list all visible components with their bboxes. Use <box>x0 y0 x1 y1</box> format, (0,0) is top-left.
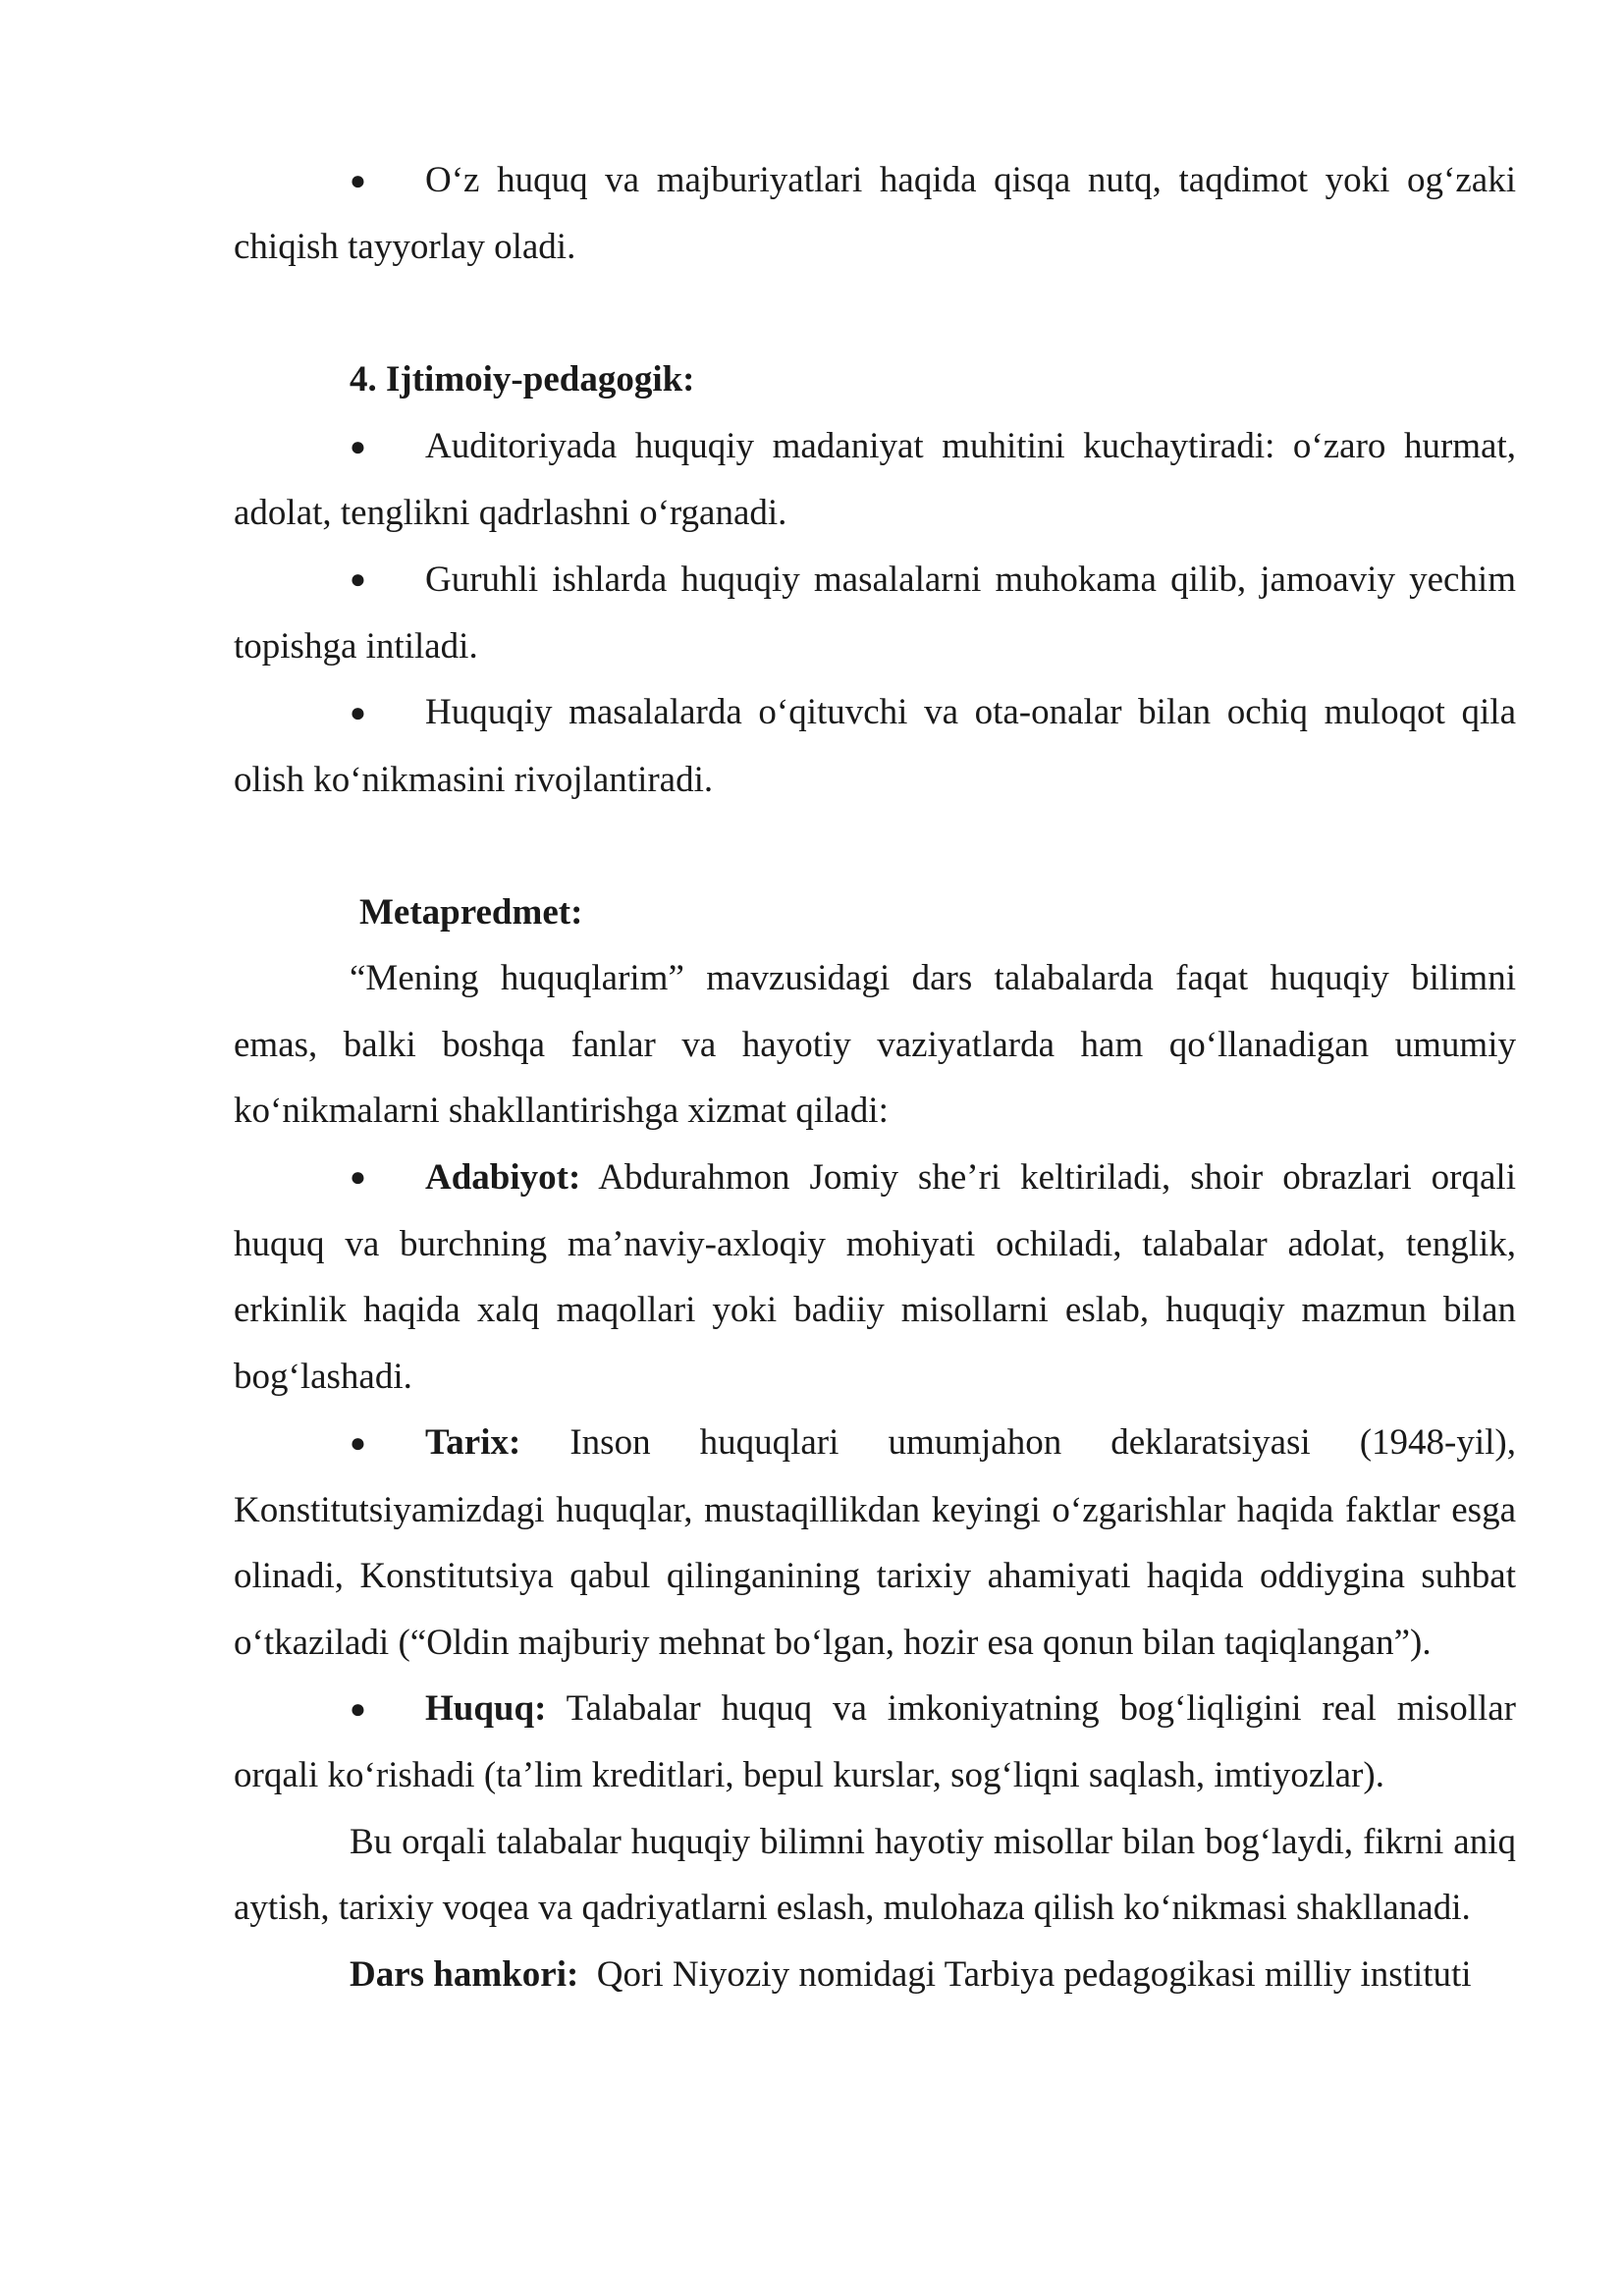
list-item <box>234 679 1516 813</box>
partner-label: Dars hamkori: <box>350 1953 579 1995</box>
intro-paragraph: “Mening huquqlarim” mavzusidagi dars talabalarda faqat huquqiy bilimni emas, balki boshqa fanlar va hayotiy vaziyatlarda ham qo‘llanadigan umumiy ko‘nikmalarni shakllantirishga xizmat qiladi: <box>234 958 1516 1132</box>
section-heading: 4. Ijtimoiy-pedagogik: <box>350 359 695 400</box>
bullet-icon: ● <box>350 698 366 729</box>
paragraph-spacer <box>234 813 1516 880</box>
bullet-icon: ● <box>350 1428 366 1460</box>
bullet-icon: ● <box>350 1162 366 1194</box>
paragraph-spacer <box>234 281 1516 347</box>
conclusion-paragraph: Bu orqali talabalar huquqiy bilimni hayotiy misollar bilan bog‘laydi, fikrni aniq aytish, tarixiy voqea va qadriyatlarni eslash, mulohaza qilish ko‘nikmasi shakllanadi. <box>234 1821 1516 1929</box>
list-item-label: Huquq: <box>425 1688 547 1730</box>
list-item-label: Adabiyot: <box>425 1156 581 1198</box>
list-item <box>234 1145 1516 1411</box>
partner-line <box>234 1942 1516 2008</box>
bullet-icon: ● <box>350 1693 366 1725</box>
list-item-text: Talabalar huquq va imkoniyatning bog‘liqligini real misollar orqali ko‘rishadi (ta’lim kreditlari, bepul kurslar, sog‘liqni saqlash, imtiyozlar). <box>234 1688 1516 1796</box>
list-item-text: O‘z huquq va majburiyatlari haqida qisqa nutq, taqdimot yoki og‘zaki chiqish tayyorlay oladi. <box>234 160 1516 268</box>
bullet-icon: ● <box>350 165 366 196</box>
list-item <box>234 147 1516 281</box>
list-item-text: Inson huquqlari umumjahon deklaratsiyasi (1948-yil), Konstitutsiyamizdagi huquqlar, mustaqillikdan keyingi o‘zgarishlar haqida faktlar esga olinadi, Konstitutsiya qabul qilinganining tarixiy ahamiyati haqida oddiygina suhbat o‘tkaziladi (“Oldin majburiy mehnat bo‘lgan, hozir esa qonun bilan taqiqlangan”). <box>234 1422 1516 1663</box>
section-heading: Metapredmet: <box>359 891 583 933</box>
list-item-text: Guruhli ishlarda huquqiy masalalarni muhokama qilib, jamoaviy yechim topishga intiladi. <box>234 559 1516 667</box>
bullet-icon: ● <box>350 431 366 462</box>
list-item <box>234 1410 1516 1676</box>
partner-text: Qori Niyoziy nomidagi Tarbiya pedagogikasi milliy instituti <box>578 1953 1472 1995</box>
list-item <box>234 413 1516 547</box>
list-item <box>234 1676 1516 1809</box>
document-page <box>234 147 1516 2007</box>
list-item-text: Huquqiy masalalarda o‘qituvchi va ota-onalar bilan ochiq muloqot qila olish ko‘nikmasini rivojlantiradi. <box>234 692 1516 800</box>
bullet-icon: ● <box>350 564 366 596</box>
list-item-text: Auditoriyada huquqiy madaniyat muhitini kuchaytiradi: o‘zaro hurmat, adolat, tenglikni qadrlashni o‘rganadi. <box>234 425 1516 534</box>
list-item-label: Tarix: <box>425 1422 521 1464</box>
list-item-text: Abdurahmon Jomiy she’ri keltiriladi, shoir obrazlari orqali huquq va burchning ma’naviy-axloqiy mohiyati ochiladi, talabalar adolat, tenglik, erkinlik haqida xalq maqollari yoki badiiy misollarni eslab, huquqiy mazmun bilan bog‘lashadi. <box>234 1156 1516 1397</box>
list-item <box>234 547 1516 680</box>
